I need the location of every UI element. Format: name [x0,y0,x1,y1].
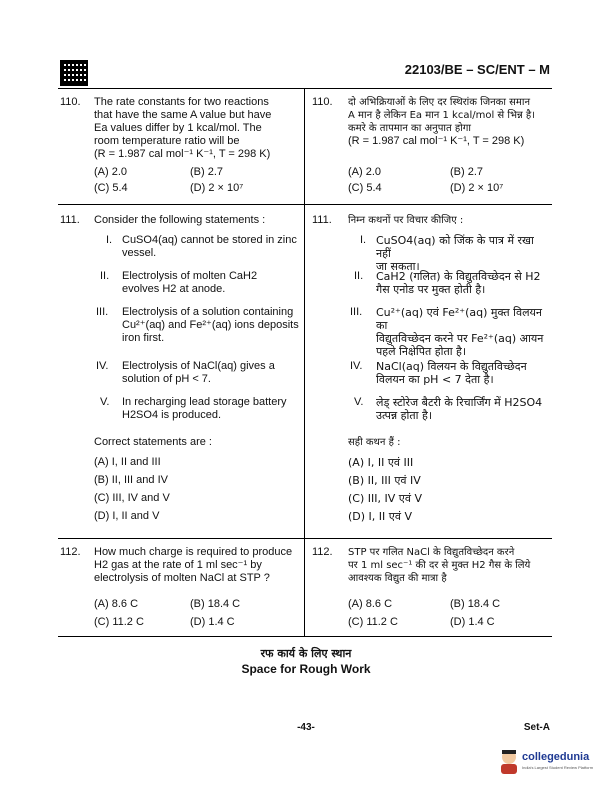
q112-en [60,546,300,632]
statement-line: vessel. [122,247,157,259]
question-number: 110. [312,96,333,108]
option-d: (D) I, II एवं V [348,510,412,523]
logo-brand: collegedunia [522,751,590,763]
q112-en-line: H2 gas at the rate of 1 ml sec⁻¹ by [94,559,262,571]
logo-tagline: India's Largest Student Review Platform [522,765,594,770]
statement-roman: V. [100,396,110,408]
column-divider [304,88,305,636]
collegedunia-logo [498,748,594,776]
question-number: 112. [60,546,81,558]
option-d: (D) 2 × 10⁷ [190,182,244,194]
q110-hi-line: (R = 1.987 cal mol⁻¹ K⁻¹, T = 298 K) [348,135,525,147]
statement-roman: III. [96,306,109,318]
q111-hi-intro: निम्न कथनों पर विचार कीजिए : [348,215,464,226]
option-a: (A) 8.6 C [94,598,139,610]
option-c: (C) 11.2 C [94,616,144,628]
statement-line: लेड् स्टोरेज बैटरी के रिचार्जिंग में H2SO4 [376,396,543,409]
statement-roman: IV. [96,360,109,372]
option-b: (B) II, III and IV [94,474,168,486]
question-number: 111. [312,214,332,226]
q112-en-line: How much charge is required to produce [94,546,293,558]
q112-en-line: electrolysis of molten NaCl at STP ? [94,572,270,584]
option-d: (D) I, II and V [94,510,160,522]
statement-roman: IV. [350,360,363,372]
statement-line: जा सकता। [376,260,420,273]
option-c: (C) 5.4 [94,182,128,194]
statement-roman: II. [100,270,110,282]
statement-line: Electrolysis of a solution containing [122,306,294,318]
statement-line: In recharging lead storage battery [122,396,287,408]
option-c: (C) 5.4 [348,182,382,194]
statement-line: गैस एनोड पर मुक्त होती है। [376,283,486,296]
q111-en [60,214,300,534]
statement-line: Electrolysis of molten CaH2 [122,270,258,282]
divider-110 [58,204,552,205]
statement-line: CuSO4(aq) को जिंक के पात्र में रखा नहीं [376,234,534,260]
page-number: -43- [297,722,315,733]
statement-line: CuSO4(aq) cannot be stored in zinc [122,234,297,246]
divider-111 [58,538,552,539]
option-c: (C) 11.2 C [348,616,398,628]
option-c: (C) III, IV एवं V [348,492,422,505]
q110-en-line: room temperature ratio will be [94,135,240,147]
q110-en [60,96,300,206]
statement-roman: I. [360,234,367,246]
student-avatar-icon [498,748,520,774]
option-d: (D) 1.4 C [190,616,235,628]
question-number: 110. [60,96,81,108]
header-rule [58,88,552,89]
q110-en-line: (R = 1.987 cal mol⁻¹ K⁻¹, T = 298 K) [94,148,271,160]
statement-line: Electrolysis of NaCl(aq) gives a [122,360,275,372]
qr-code [60,60,88,86]
q111-en-intro: Consider the following statements : [94,214,266,226]
statement-roman: II. [354,270,364,282]
option-b: (B) 2.7 [450,166,484,178]
q110-en-line: Ea values differ by 1 kcal/mol. The [94,122,262,134]
option-a: (A) 2.0 [348,166,382,178]
statement-line: NaCl(aq) विलयन के विद्युतविच्छेदन [376,360,527,373]
q110-hi-line: A मान है लेकिन Ea मान 1 kcal/mol से भिन्न है। [348,110,535,121]
q110-hi-line: कमरे के तापमान का अनुपात होगा [348,123,471,134]
q112-hi-line: पर 1 ml sec⁻¹ की दर से मुक्त H2 गैस के लिये [348,560,531,571]
statement-line: evolves H2 at anode. [122,283,226,295]
statement-line: H2SO4 is produced. [122,409,222,421]
statement-line: विलयन का pH < 7 देता है। [376,373,494,386]
q112-hi-line: आवश्यक विद्युत की मात्रा है [348,573,447,584]
statement-roman: V. [354,396,364,408]
paper-code: 22103/BE – SC/ENT – M [404,62,550,77]
statement-line: solution of pH < 7. [122,373,211,385]
q110-hi [312,96,552,206]
option-a: (A) 8.6 C [348,598,393,610]
statement-line: विद्युतविच्छेदन करने पर Fe²⁺(aq) आयन [376,332,544,345]
statement-line: CaH2 (गलित) के विद्युतविच्छेदन से H2 [376,270,541,283]
statement-line: Cu²⁺(aq) एवं Fe²⁺(aq) मुक्त विलयन का [376,306,543,332]
q112-hi-line: STP पर गलित NaCl के विद्युतविच्छेदन करने [348,547,515,558]
question-number: 111. [60,214,80,226]
statement-line: Cu²⁺(aq) and Fe²⁺(aq) ions deposits [122,319,299,331]
option-b: (B) 2.7 [190,166,224,178]
rough-work-rule [58,636,552,637]
rough-work-hi: रफ कार्य के लिए स्थान [260,647,352,660]
option-b: (B) 18.4 C [450,598,501,610]
question-number: 112. [312,546,333,558]
option-c: (C) III, IV and V [94,492,170,504]
option-b: (B) 18.4 C [190,598,241,610]
rough-work-en: Space for Rough Work [241,662,371,676]
option-b: (B) II, III एवं IV [348,474,421,487]
q111-hi [312,214,552,534]
option-d: (D) 2 × 10⁷ [450,182,504,194]
option-a: (A) I, II and III [94,456,161,468]
statement-roman: III. [350,306,363,318]
set-label: Set-A [523,722,550,733]
correct-statements-label: सही कथन हैं : [348,437,401,448]
statement-line: उत्पन्न होता है। [376,409,432,422]
correct-statements-label: Correct statements are : [94,436,212,448]
statement-line: पहले निक्षेपित होता है। [376,345,467,358]
option-d: (D) 1.4 C [450,616,495,628]
q110-en-line: that have the same A value but have [94,109,272,121]
q110-en-line: The rate constants for two reactions [94,96,269,108]
option-a: (A) I, II एवं III [348,456,414,469]
statement-line: iron first. [122,332,165,344]
statement-roman: I. [106,234,113,246]
q112-hi [312,546,552,632]
option-a: (A) 2.0 [94,166,128,178]
q110-hi-line: दो अभिक्रियाओं के लिए दर स्थिरांक जिनका समान [348,97,531,108]
